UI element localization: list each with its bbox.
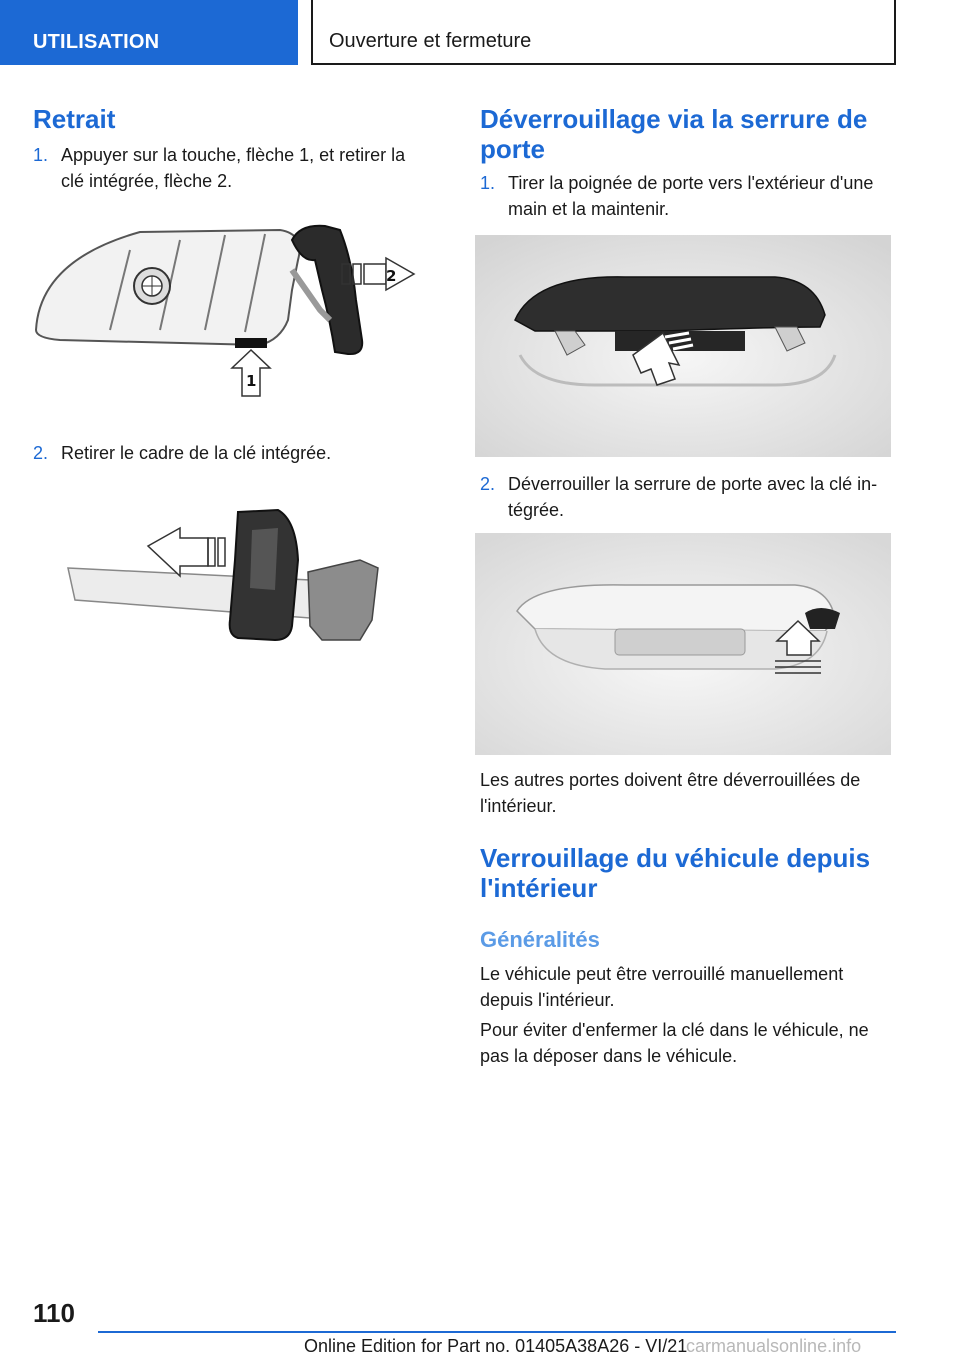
svg-text:2: 2 [386, 267, 397, 285]
watermark: carmanualsonline.info [686, 1336, 862, 1356]
key-release-figure [30, 220, 430, 400]
step-text: Déverrouiller la serrure de porte avec la clé in-tégrée. [508, 474, 878, 520]
left-step-1 [33, 142, 433, 194]
door-handle-figure [475, 235, 891, 457]
right-step-2 [480, 471, 898, 523]
step-number: 1. [33, 145, 49, 165]
paragraph-1: Le véhicule peut être verrouillé manuellement depuis l'intérieur. [480, 964, 844, 1010]
note-other-doors: Les autres portes doivent être déverrouillées de l'intérieur. [480, 770, 861, 816]
heading-lock-interior: Verrouillage du véhicule depuis l'intérieur [480, 843, 871, 903]
door-lock-figure [475, 533, 891, 755]
section-tab: UTILISATION [0, 0, 298, 65]
subheading-generalites: Généralités [480, 927, 600, 952]
paragraph-2: Pour éviter d'enfermer la clé dans le véhicule, ne pas la déposer dans le véhicule. [480, 1020, 869, 1066]
footer-rule [98, 1331, 896, 1333]
right-step-1 [480, 170, 890, 222]
heading-retrait: Retrait [33, 104, 116, 134]
key-frame-removal-figure [60, 500, 400, 660]
step-text: Appuyer sur la touche, flèche 1, et retirer la clé intégrée, flèche 2. [61, 145, 406, 191]
step-text: Retirer le cadre de la clé intégrée. [61, 443, 332, 463]
step-number: 2. [480, 474, 496, 494]
footer-edition: Online Edition for Part no. 01405A38A26 - VI/21 [304, 1336, 688, 1356]
chapter-title: Ouverture et fermeture [311, 0, 896, 65]
left-step-2 [33, 440, 433, 466]
step-number: 1. [480, 173, 496, 193]
heading-door-lock: Déverrouillage via la serrure de porte [480, 104, 868, 164]
step-number: 2. [33, 443, 49, 463]
svg-text:1: 1 [246, 372, 257, 390]
step-text: Tirer la poignée de porte vers l'extérieur d'une main et la maintenir. [508, 173, 874, 219]
page-number: 110 [33, 1298, 75, 1328]
arrow-left-icon [148, 528, 225, 576]
arrow-1-icon [232, 350, 270, 396]
